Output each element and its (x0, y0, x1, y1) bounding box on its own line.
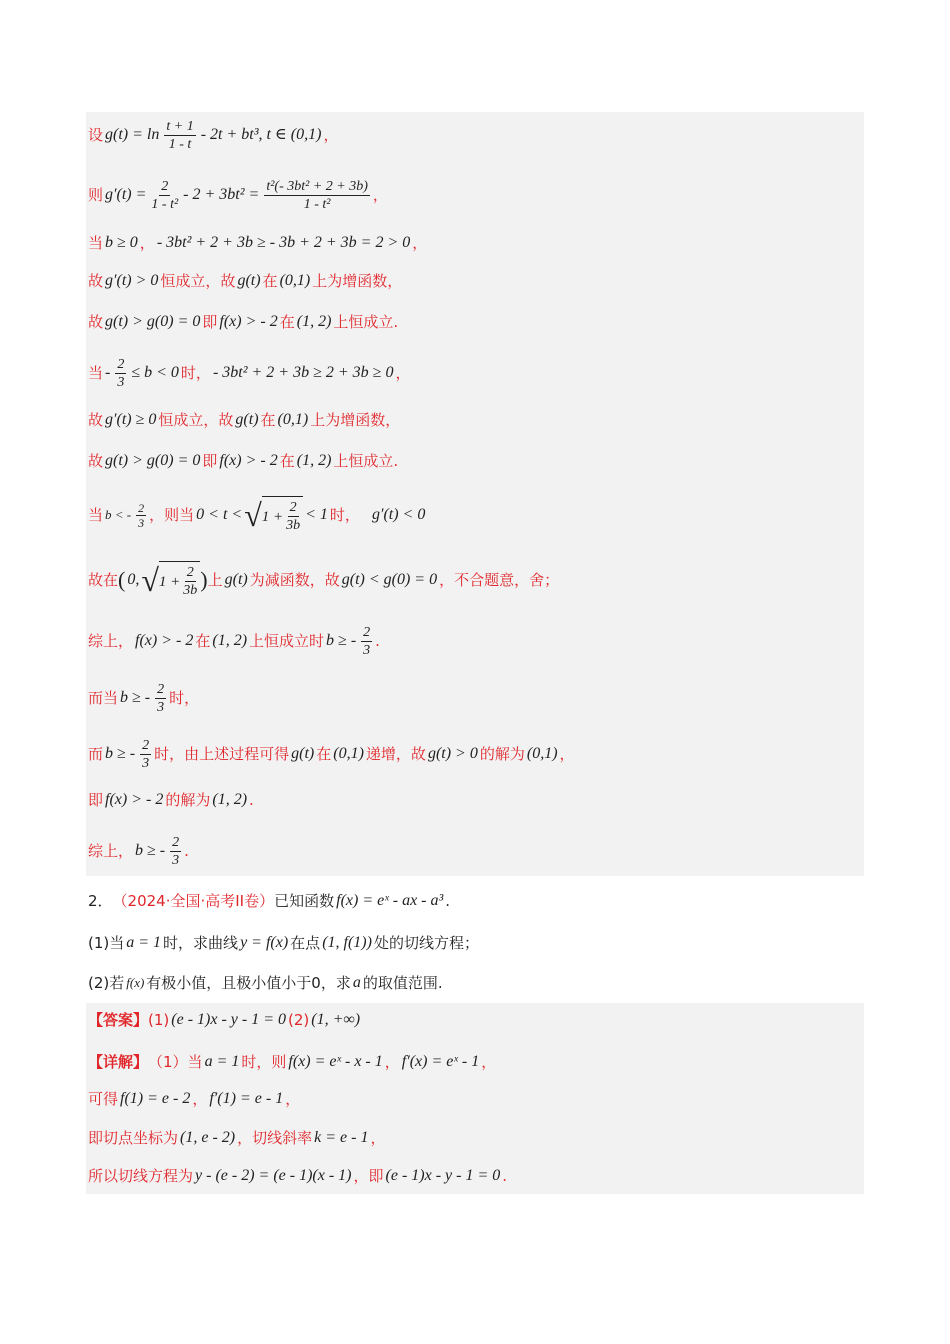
text-segment: 在 (195, 632, 211, 650)
text-segment: - 3bt² + 2 + 3b ≥ 2 + 3b ≥ 0 (212, 364, 394, 381)
fraction (164, 118, 195, 153)
text-segment: 即切点坐标为 (88, 1129, 179, 1147)
text-segment: g′(t) ≥ 0 (105, 411, 157, 428)
text-segment: 在 (260, 411, 276, 429)
text-segment: ≤ b < 0 (131, 364, 179, 381)
text-segment: 时， (180, 364, 211, 382)
text-segment: f(x) > - 2 (219, 452, 278, 469)
text-segment: 3b (183, 583, 198, 598)
text-segment: 故在 (88, 571, 119, 589)
text-segment: 时，则 (241, 1053, 287, 1071)
text-segment: (e - 1)x - y - 1 = 0 (171, 1011, 287, 1028)
text-segment: (0,1) (333, 745, 364, 762)
text-segment: ，即 (353, 1167, 384, 1185)
text-segment: 在点 (290, 934, 321, 952)
solution-line-12 (88, 681, 199, 715)
text-segment: b < - (105, 507, 132, 522)
text-segment: g(t) > g(0) = 0 (105, 313, 201, 330)
text-segment: g′(t) < 0 (371, 506, 426, 523)
square-root: √ 1 + $\frac{2}{3b}$ (244, 496, 303, 534)
text-segment: （1）当 (148, 1053, 203, 1071)
text-segment: 则 (88, 186, 104, 204)
text-segment: g′(t) > 0 (105, 272, 159, 289)
solution-line-1 (88, 118, 338, 152)
solution-line-11 (88, 624, 380, 658)
text-segment: ， (192, 1090, 208, 1108)
text-segment: (1, 2) (212, 632, 248, 649)
text-segment: y = f(x) (240, 934, 289, 951)
text-segment: (0,1) (277, 411, 309, 428)
text-segment: 时， (169, 689, 200, 707)
text-segment: 在 (279, 452, 295, 470)
fraction (140, 737, 151, 772)
text-segment: g(t) (237, 272, 261, 289)
text-segment: 的取值范围. (362, 974, 443, 992)
text-segment: 2 (363, 624, 371, 640)
text-segment: f(1) = e - 2 (120, 1090, 191, 1107)
text-segment: (2) (288, 1011, 310, 1029)
detail-line-2 (88, 1082, 300, 1116)
text-segment: a (352, 974, 361, 991)
text-segment: 上 (207, 571, 223, 589)
text-segment: 时，由上述过程可得 (154, 745, 290, 763)
text-segment: 3 (117, 374, 125, 390)
text-segment: g(t) (224, 571, 248, 588)
text-segment: 已知函数 (274, 892, 335, 910)
text-segment: ， (139, 234, 155, 252)
text-segment: ， (384, 1053, 400, 1071)
solution-line-7 (88, 403, 400, 437)
text-segment: f(x) > - 2 (105, 791, 164, 808)
text-segment: 1 - t² (151, 196, 179, 212)
text-segment: g(t) > g(0) = 0 (105, 452, 201, 469)
text-segment: 0, (127, 571, 140, 588)
text-segment: ，不合题意，舍； (439, 571, 560, 589)
text-segment: 3 (172, 852, 180, 868)
problem-2-question-2 (88, 966, 443, 1000)
solution-line-13 (88, 737, 575, 771)
fraction (361, 624, 372, 659)
text-segment: b ≥ - (326, 632, 357, 649)
text-segment: 故 (88, 272, 104, 290)
solution-line-9 (88, 498, 427, 532)
text-segment: 1 - t² (303, 196, 331, 212)
text-segment: 综上， (88, 842, 134, 860)
text-segment: 上为增函数， (310, 411, 401, 429)
text-segment: 上为增函数， (312, 272, 403, 290)
problem-source: （2024·全国·高考II卷） (112, 892, 275, 910)
square-root: √ 1 + $\frac{2}{3b}$ (141, 561, 200, 599)
text-segment: 综上， (88, 632, 134, 650)
text-segment: f(x) > - 2 (219, 313, 278, 330)
text-segment: 恒成立，故 (160, 272, 236, 290)
text-segment: ，则当 (149, 506, 195, 524)
text-segment: k = e - 1 (314, 1129, 369, 1146)
text-segment: ， (285, 1090, 301, 1108)
text-segment: 当 (88, 506, 104, 524)
text-segment: ，切线斜率 (237, 1129, 313, 1147)
text-segment: (1, e - 2) (180, 1129, 236, 1146)
text-segment: b ≥ - (135, 842, 166, 859)
text-segment: 3 (363, 642, 371, 658)
text-segment: 时， (329, 506, 360, 524)
text-segment: 设 (88, 126, 104, 144)
text-segment: ， (395, 364, 411, 382)
text-segment: f(x) (126, 975, 145, 990)
solution-line-2 (88, 178, 388, 212)
text-segment: (1, 2) (212, 791, 248, 808)
text-segment: 可得 (88, 1090, 119, 1108)
text-segment: 当 (88, 234, 104, 252)
text-segment: g(t) = ln (105, 126, 160, 143)
text-segment: 3b (286, 518, 301, 533)
fraction (170, 834, 181, 869)
solution-line-6 (88, 356, 410, 390)
text-segment: 故 (88, 313, 104, 331)
answer-tag: 【答案】 (88, 1011, 149, 1029)
solution-line-8 (88, 444, 398, 478)
text-segment: 2 (117, 356, 125, 372)
detail-line-4 (88, 1159, 507, 1193)
text-segment: 2． (88, 892, 113, 910)
detail-line-3 (88, 1121, 385, 1155)
text-segment: 即 (202, 452, 218, 470)
text-segment: 1 + (158, 573, 181, 590)
detail-tag: 【详解】 (88, 1053, 149, 1071)
text-segment: 处的切线方程； (373, 934, 479, 952)
text-segment: 0 < t < (196, 506, 243, 523)
text-segment: 所以切线方程为 (88, 1167, 194, 1185)
text-segment: t²(- 3bt² + 2 + 3b) (266, 178, 368, 194)
text-segment: 2 (157, 681, 165, 697)
solution-line-3 (88, 226, 427, 260)
text-segment: < 1 (305, 506, 328, 523)
text-segment: 2 (142, 737, 150, 753)
text-segment: 即 (88, 791, 104, 809)
text-segment: b ≥ 0 (105, 234, 138, 251)
text-segment: (1)当 (88, 934, 125, 952)
text-segment: 时，求曲线 (163, 934, 239, 952)
solution-line-15 (88, 834, 189, 868)
text-segment: f′(1) = e - 1 (209, 1090, 284, 1107)
text-segment: - 3bt² + 2 + 3b ≥ - 3b + 2 + 3b = 2 > 0 (156, 234, 411, 251)
fraction (151, 178, 178, 213)
solution-line-10: 故在 ( 0, √ 1 + $\frac{2}{3b}$ ) 上 g(t) 为减函数，故 g(t) < g(0) = 0 ，不合题意，舍； (88, 562, 560, 598)
text-segment: g(t) (235, 411, 259, 428)
text-segment: 当 (88, 364, 104, 382)
text-segment: 的解为 (479, 745, 525, 763)
text-segment: - 2t + bt³, t ∈ (0,1) (200, 126, 322, 143)
text-segment: . (184, 842, 189, 860)
text-segment: 而 (88, 745, 104, 763)
text-segment: 在 (262, 272, 278, 290)
text-segment: (1, f(1)) (322, 934, 372, 951)
text-segment: g(t) > 0 (427, 745, 478, 762)
text-segment: (1, 2) (296, 452, 332, 469)
text-segment: 上恒成立. (333, 452, 399, 470)
text-segment: 上恒成立. (333, 313, 399, 331)
fraction (115, 356, 126, 391)
text-segment: 故 (88, 411, 104, 429)
text-segment: 即 (202, 313, 218, 331)
text-segment: b ≥ - (105, 745, 136, 762)
text-segment: 而当 (88, 689, 119, 707)
text-segment: 上恒成立时 (249, 632, 325, 650)
text-segment: (2)若 (88, 974, 125, 992)
fraction (155, 681, 166, 716)
text-segment: 2 (186, 565, 194, 580)
solution-line-4 (88, 264, 402, 298)
text-segment: 恒成立，故 (158, 411, 234, 429)
text-segment: y - (e - 2) = (e - 1)(x - 1) (195, 1167, 352, 1184)
text-segment: g′(t) = (105, 186, 147, 203)
problem-2-stem (88, 884, 450, 918)
text-segment: 3 (138, 515, 145, 530)
text-segment: ， (481, 1053, 497, 1071)
text-segment: 在 (279, 313, 295, 331)
text-segment: . (375, 632, 380, 650)
text-segment: f(x) = eˣ - ax - a³ (336, 892, 444, 909)
text-segment: ， (372, 186, 388, 204)
text-segment: 在 (316, 745, 332, 763)
text-segment: t + 1 (166, 118, 194, 134)
text-segment: g(t) (291, 745, 315, 762)
text-segment: ， (559, 745, 575, 763)
text-segment: (1) (148, 1011, 170, 1029)
text-segment: f(x) > - 2 (135, 632, 194, 649)
solution-line-14 (88, 783, 254, 817)
text-segment: 为减函数，故 (249, 571, 340, 589)
solution-line-5 (88, 305, 398, 339)
text-segment: 故 (88, 452, 104, 470)
text-segment: 2 (172, 834, 180, 850)
text-segment: f(x) = eˣ - x - 1 (288, 1053, 383, 1070)
text-segment: (1, +∞) (311, 1011, 361, 1028)
text-segment: ， (412, 234, 428, 252)
text-segment: (0,1) (279, 272, 311, 289)
fraction (136, 501, 146, 530)
text-segment: - (105, 364, 111, 381)
text-segment: a = 1 (126, 934, 162, 951)
text-segment: ， (323, 126, 339, 144)
answer-line (88, 1003, 362, 1037)
text-segment: 递增，故 (365, 745, 426, 763)
text-segment: 2 (138, 500, 145, 515)
text-segment: 3 (142, 755, 150, 771)
text-segment: 1 + (261, 508, 284, 525)
text-segment: 2 (289, 500, 297, 515)
text-segment: b ≥ - (120, 689, 151, 706)
text-segment: (e - 1)x - y - 1 = 0 (385, 1167, 501, 1184)
text-segment: 3 (157, 699, 165, 715)
text-segment: g(t) < g(0) = 0 (341, 571, 438, 588)
text-segment: 有极小值，且极小值小于0，求 (146, 974, 351, 992)
text-segment: (0,1) (526, 745, 558, 762)
text-segment: ， (370, 1129, 386, 1147)
text-segment: . (249, 791, 254, 809)
fraction (264, 178, 370, 213)
problem-2-question-1 (88, 926, 479, 960)
text-segment: . (445, 892, 451, 910)
text-segment: 2 (161, 178, 169, 194)
detail-line-1 (88, 1045, 496, 1079)
text-segment: f′(x) = eˣ - 1 (401, 1053, 480, 1070)
text-segment: . (502, 1167, 508, 1185)
text-segment: 1 - t (168, 136, 192, 152)
text-segment: a = 1 (204, 1053, 240, 1070)
text-segment: - 2 + 3bt² = (183, 186, 260, 203)
text-segment: 的解为 (165, 791, 211, 809)
text-segment: (1, 2) (296, 313, 332, 330)
